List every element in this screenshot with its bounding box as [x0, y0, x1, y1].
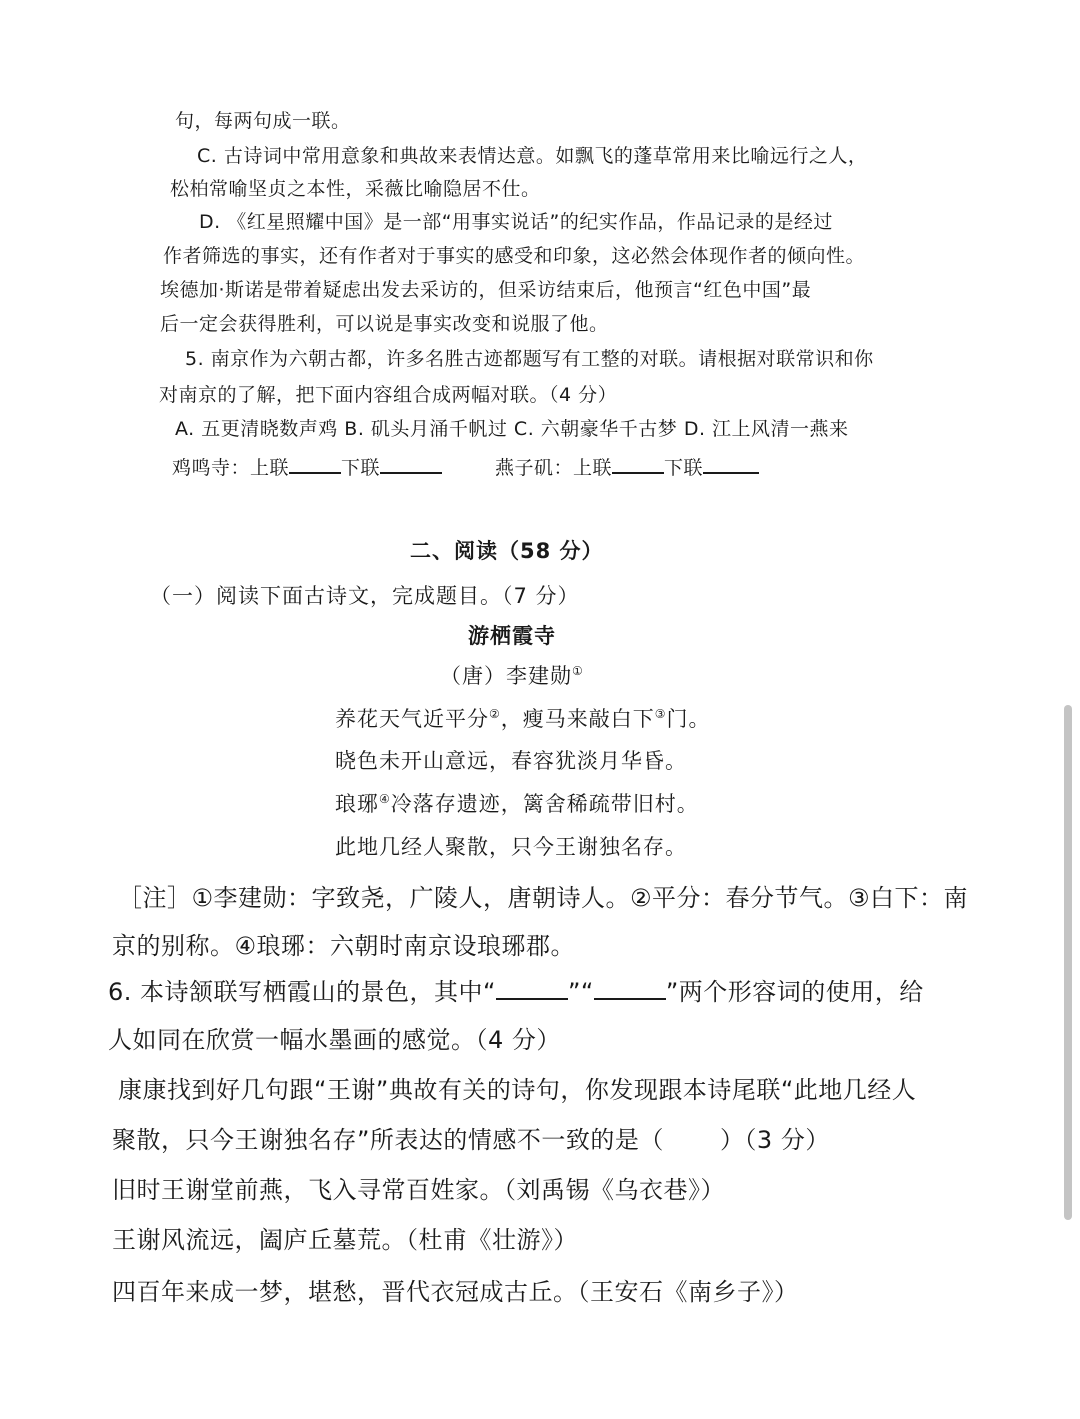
poem-text: 门。: [666, 707, 711, 731]
poem-line-4: 此地几经人聚散，只今王谢独名存。: [335, 835, 687, 859]
jiming-label: 鸡鸣寺：上联: [172, 457, 290, 479]
section-heading: 二、阅读（58 分）: [410, 539, 604, 563]
question-6: [108, 972, 924, 1007]
question-5-options: A. 五更清晓数声鸡 B. 矶头月涌千帆过 C. 六朝豪华千古梦 D. 江上风清一燕来: [175, 418, 849, 440]
question-5-line2: 对南京的了解，把下面内容组合成两幅对联。（4 分）: [159, 384, 618, 406]
option-d-line: D. 《红星照耀中国》是一部“用事实说话”的纪实作品，作品记录的是经过: [199, 211, 833, 233]
poem-line-1: [335, 703, 711, 733]
footnote-mark: ②: [489, 707, 501, 721]
yanziji-upper-blank[interactable]: [612, 472, 664, 474]
question-7: 康康找到好几句跟“王谢”典故有关的诗句，你发现跟本诗尾联“此地几经人: [118, 1076, 917, 1104]
q7-option: 旧时王谢堂前燕，飞入寻常百姓家。（刘禹锡《乌衣巷》）: [112, 1176, 725, 1204]
question-7-line2: [112, 1120, 830, 1155]
q7-text: ）（3 分）: [719, 1126, 830, 1154]
poem-text: 冷落存遗迹，篱舍稀疏带旧村。: [390, 792, 699, 816]
poem-line-2: 晓色未开山意远，春容犹淡月华昏。: [335, 749, 687, 773]
option-d-line: 埃德加·斯诺是带着疑虑出发去采访的，但采访结束后，他预言“红色中国”最: [160, 279, 812, 301]
option-d-line: 后一定会获得胜利，可以说是事实改变和说服了他。: [160, 313, 609, 335]
footnote-mark: ④: [379, 792, 391, 806]
q6-blank-1[interactable]: [496, 998, 568, 1000]
option-d-line: 作者筛选的事实，还有作者对于事实的感受和印象，这必然会体现作者的倾向性。: [163, 245, 866, 267]
poem-text: 养花天气近平分: [335, 707, 489, 731]
q6-text: 6. 本诗颔联写栖霞山的景色，其中“: [108, 978, 496, 1006]
footnote-mark: ③: [654, 707, 667, 721]
q7-option: 王谢风流远，阖庐丘墓荒。（杜甫《壮游》）: [112, 1226, 578, 1254]
q7-text: 聚散，只今王谢独名存”所表达的情感不一致的是（: [112, 1126, 664, 1154]
yanziji-lower-blank[interactable]: [703, 472, 759, 474]
poem-author: [440, 660, 584, 690]
scrollbar-thumb[interactable]: [1064, 705, 1072, 1220]
jiming-upper-blank[interactable]: [289, 472, 341, 474]
poem-title: 游栖霞寺: [468, 624, 556, 648]
xialian-label-2: 下联: [664, 457, 704, 479]
jiming-lower-blank[interactable]: [380, 472, 442, 474]
yanziji-label: 燕子矶：上联: [495, 457, 613, 479]
notes-line: ［注］①李建勋：字致尧，广陵人，唐朝诗人。②平分：春分节气。③白下：南: [118, 884, 969, 912]
couplet-blanks-2: [495, 453, 759, 480]
poem-text: 琅琊: [335, 792, 379, 816]
text-line: 句，每两句成一联。: [175, 110, 351, 132]
question-5: 5. 南京作为六朝古都，许多名胜古迹都题写有工整的对联。请根据对联常识和你: [185, 348, 874, 370]
part1-instruction: （一）阅读下面古诗文，完成题目。（7 分）: [150, 584, 580, 608]
question-6-line2: 人如同在欣赏一幅水墨画的感觉。（4 分）: [108, 1026, 561, 1054]
option-c-line: 松柏常喻坚贞之本性，采薇比喻隐居不仕。: [170, 178, 541, 200]
author-text: （唐）李建勋: [440, 664, 572, 688]
q6-text: ”“: [567, 978, 594, 1006]
option-c-line: C. 古诗词中常用意象和典故来表情达意。如飘飞的蓬草常用来比喻远行之人，: [197, 145, 868, 167]
poem-line-3: [335, 788, 699, 818]
q6-text: ”两个形容词的使用，给: [665, 978, 924, 1006]
xialian-label: 下联: [341, 457, 381, 479]
footnote-mark: ①: [572, 664, 584, 678]
q6-blank-2[interactable]: [594, 998, 666, 1000]
couplet-blanks: [172, 453, 442, 480]
poem-text: ，瘦马来敲白下: [500, 707, 655, 731]
notes-line: 京的别称。④琅琊：六朝时南京设琅琊郡。: [112, 932, 576, 960]
q7-option: 四百年来成一梦，堪愁，晋代衣冠成古丘。（王安石《南乡子》）: [112, 1278, 799, 1306]
